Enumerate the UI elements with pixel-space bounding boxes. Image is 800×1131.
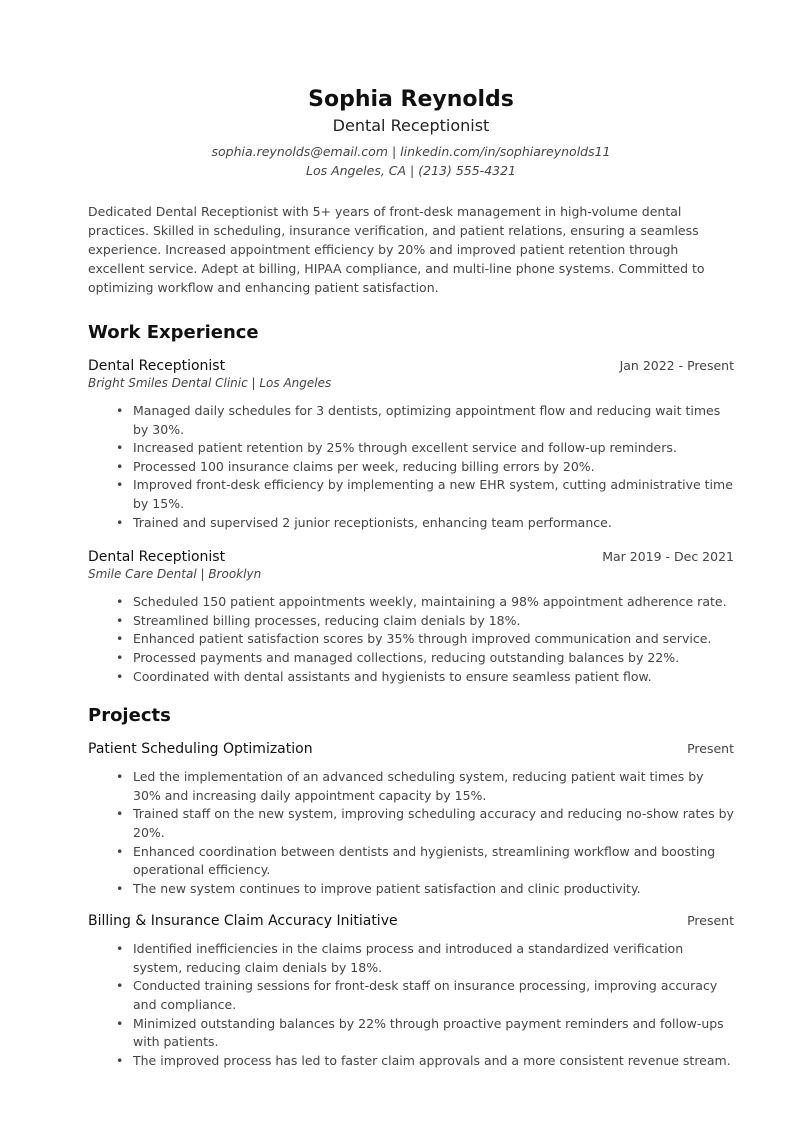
professional-summary: Dedicated Dental Receptionist with 5+ years of front-desk management in high-volume dental practices. Skilled in scheduling, insurance verification, and patient relations, ensuring a seamless experience. Increased appointment efficiency by 20% and improved patient retention through excellent service. Adept at billing, HIPAA compliance, and multi-line phone systems. Committed to optimizing workflow and enhancing patient satisfaction. [88,204,705,295]
bullet-item: • Minimized outstanding balances by 22% through proactive payment reminders and follow-ups with patients. [133,1015,734,1052]
project-title: Patient Scheduling Optimization [88,741,313,758]
bullet-item: • Processed 100 insurance claims per week, reducing billing errors by 20%. [133,458,734,477]
bullet-item: • Enhanced coordination between dentists and hygienists, streamlining workflow and boosting operational efficiency. [133,843,734,880]
job-title: Dental Receptionist [88,549,226,566]
bullet-item: • Processed payments and managed collections, reducing outstanding balances by 22%. [133,649,734,668]
resume-header [88,0,734,180]
bullet-item: • Enhanced patient satisfaction scores by 35% through improved communication and service. [133,630,734,649]
bullet-item: • Trained and supervised 2 junior receptionists, enhancing team performance. [133,514,734,533]
bullet-item: • Led the implementation of an advanced scheduling system, reducing patient wait times by 30% and increasing daily appointment capacity by 15%. [133,768,734,805]
bullet-item: • The new system continues to improve patient satisfaction and clinic productivity. [133,880,734,899]
project-entry [88,740,734,898]
job-bullets [88,593,734,686]
candidate-title: Dental Receptionist [332,116,490,135]
project-bullets [88,768,734,898]
project-date: Present [687,741,734,757]
job-date: Jan 2022 - Present [619,358,734,373]
bullet-item: • Scheduled 150 patient appointments weekly, maintaining a 98% appointment adherence rate. [133,593,734,612]
project-title: Billing & Insurance Claim Accuracy Initiative [88,913,398,930]
section-title-projects: Projects [88,705,171,727]
job-bullets [88,402,734,532]
bullet-item: • The improved process has led to faster claim approvals and a more consistent revenue stream. [133,1052,734,1071]
job-entry [88,548,734,686]
contact-email-linkedin: sophia.reynolds@email.com | linkedin.com/in/sophiareynolds11 [211,144,611,159]
job-company: Bright Smiles Dental Clinic | Los Angeles [88,376,332,390]
contact-location-phone: Los Angeles, CA | (213) 555-4321 [305,163,517,178]
project-entry [88,912,734,1070]
bullet-item: • Managed daily schedules for 3 dentists, optimizing appointment flow and reducing wait times by 30%. [133,402,734,439]
bullet-item: • Coordinated with dental assistants and hygienists to ensure seamless patient flow. [133,668,734,687]
project-date: Present [687,913,734,929]
job-entry [88,357,734,532]
bullet-item: • Trained staff on the new system, improving scheduling accuracy and reducing no-show rates by 20%. [133,805,734,842]
job-date: Mar 2019 - Dec 2021 [602,549,734,565]
contact-info [88,142,734,180]
bullet-item: • Conducted training sessions for front-desk staff on insurance processing, improving accuracy and compliance. [133,977,734,1014]
bullet-item: • Streamlined billing processes, reducing claim denials by 18%. [133,612,734,631]
project-bullets [88,940,734,1070]
job-company: Smile Care Dental | Brooklyn [88,567,262,582]
candidate-name: Sophia Reynolds [308,87,514,112]
bullet-item: • Improved front-desk efficiency by implementing a new EHR system, cutting administrative time by 15%. [133,476,734,513]
section-title-work-experience: Work Experience [88,322,259,343]
bullet-item: • Identified inefficiencies in the claims process and introduced a standardized verification system, reducing claim denials by 18%. [133,940,734,977]
bullet-item: • Increased patient retention by 25% through excellent service and follow-up reminders. [133,439,734,458]
job-title: Dental Receptionist [88,358,226,374]
